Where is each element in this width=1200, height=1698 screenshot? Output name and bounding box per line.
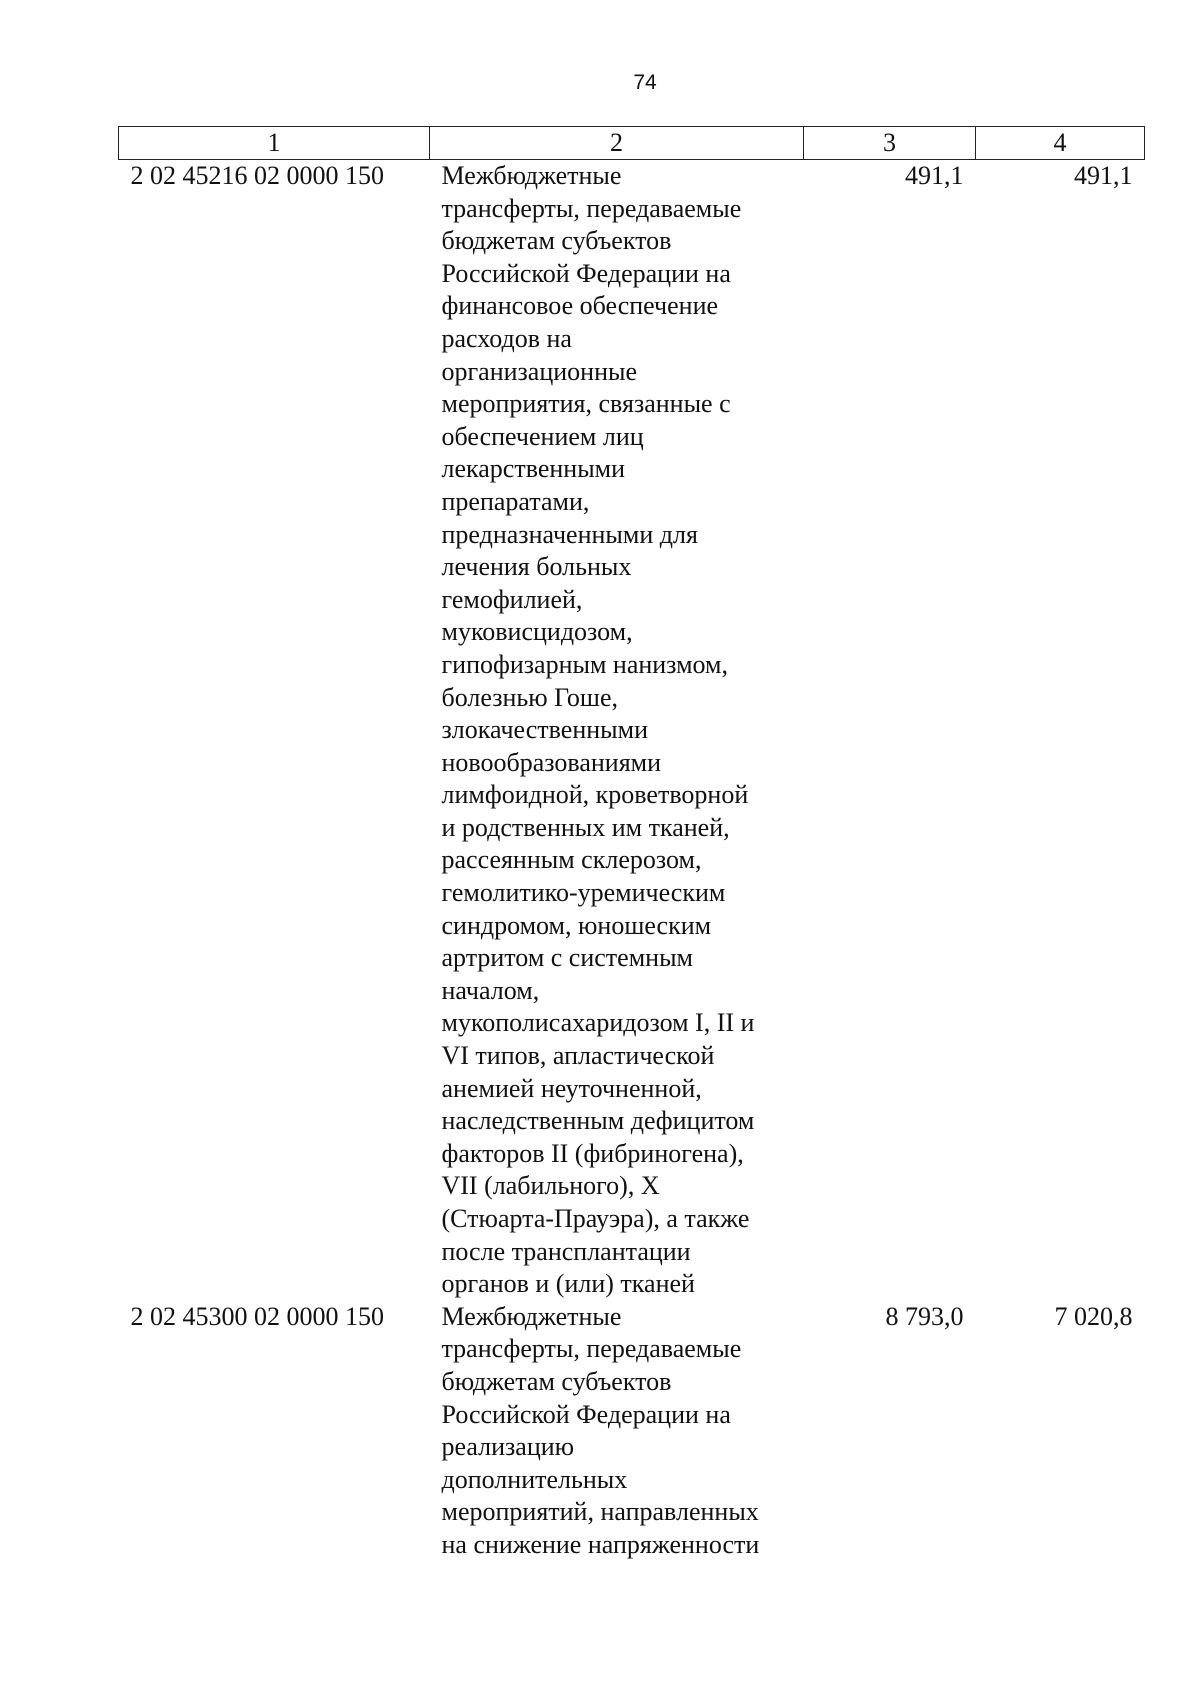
description-line: (Стюарта-Прауэра), а также: [441, 1204, 750, 1233]
table-row: [119, 160, 1145, 1301]
budget-table: [118, 126, 1145, 1562]
amount-col-4: 7 020,8: [1054, 1301, 1133, 1331]
item-description: [430, 1301, 804, 1562]
description-line: Межбюджетные: [441, 161, 622, 190]
description-line: на снижение напряженности: [441, 1529, 760, 1559]
description-line: лекарственными: [441, 454, 626, 484]
description-line: муковисцидозом,: [441, 617, 633, 647]
description-line: гемофилией,: [441, 584, 583, 614]
description-line: бюджетам субъектов: [441, 1366, 672, 1396]
table-row: [119, 1301, 1145, 1562]
description-line: после трансплантации: [441, 1236, 691, 1266]
description-line: рассеянным склерозом,: [441, 845, 702, 875]
description-line: лечения больных: [441, 552, 632, 582]
description-line: органов и (или) тканей: [441, 1269, 695, 1299]
description-line: началом,: [441, 975, 540, 1005]
header-col-1: 1: [119, 127, 430, 160]
table-header: [119, 127, 1145, 160]
description-line: гипофизарным нанизмом,: [441, 649, 728, 679]
header-col-3: 3: [804, 127, 976, 160]
description-line: организационные: [441, 356, 638, 386]
description-line: трансферты, передаваемые: [441, 1334, 742, 1364]
amount-col-3: 8 793,0: [885, 1301, 964, 1331]
amount-col-4: 491,1: [1074, 161, 1133, 190]
description-line: лимфоидной, кроветворной: [441, 780, 749, 810]
description-line: бюджетам субъектов: [441, 226, 672, 256]
description-line: артритом с системным: [441, 943, 693, 973]
header-col-4: 4: [976, 127, 1145, 160]
description-line: анемией неуточненной,: [441, 1073, 702, 1103]
description-line: новообразованиями: [441, 747, 662, 777]
description-line: обеспечением лиц: [441, 421, 644, 451]
amount-col-3: 491,1: [905, 161, 964, 190]
budget-code: 2 02 45216 02 0000 150: [130, 161, 384, 190]
header-col-2: 2: [430, 127, 804, 160]
description-line: Российской Федерации на: [441, 258, 731, 288]
description-line: трансферты, передаваемые: [441, 193, 742, 223]
description-line: VI типов, апластической: [441, 1041, 715, 1071]
description-line: болезнью Гоше,: [441, 682, 618, 712]
description-line: мукополисахаридозом I, II и: [441, 1008, 755, 1038]
description-line: злокачественными: [441, 715, 648, 745]
description-line: синдромом, юношеским: [441, 910, 712, 940]
header-row: [119, 127, 1145, 160]
budget-code: 2 02 45300 02 0000 150: [130, 1301, 384, 1331]
description-line: мероприятий, направленных: [441, 1497, 759, 1527]
description-line: VII (лабильного), X: [441, 1171, 660, 1201]
description-line: реализацию: [441, 1432, 575, 1462]
description-line: препаратами,: [441, 486, 590, 516]
description-line: факторов II (фибриногена),: [441, 1138, 744, 1168]
description-line: Российской Федерации на: [441, 1399, 731, 1429]
description-line: гемолитико-уремическим: [441, 878, 726, 908]
table-body: [119, 160, 1145, 1562]
description-line: Межбюджетные: [441, 1301, 622, 1331]
description-line: предназначенными для: [441, 519, 698, 549]
description-line: финансовое обеспечение: [441, 291, 719, 321]
description-line: дополнительных: [441, 1464, 628, 1494]
page-number: 74: [633, 71, 657, 94]
item-description: [430, 160, 804, 1301]
description-line: и родственных им тканей,: [441, 812, 730, 842]
description-line: расходов на: [441, 323, 572, 353]
description-line: наследственным дефицитом: [441, 1106, 755, 1136]
description-line: мероприятия, связанные с: [441, 389, 731, 419]
